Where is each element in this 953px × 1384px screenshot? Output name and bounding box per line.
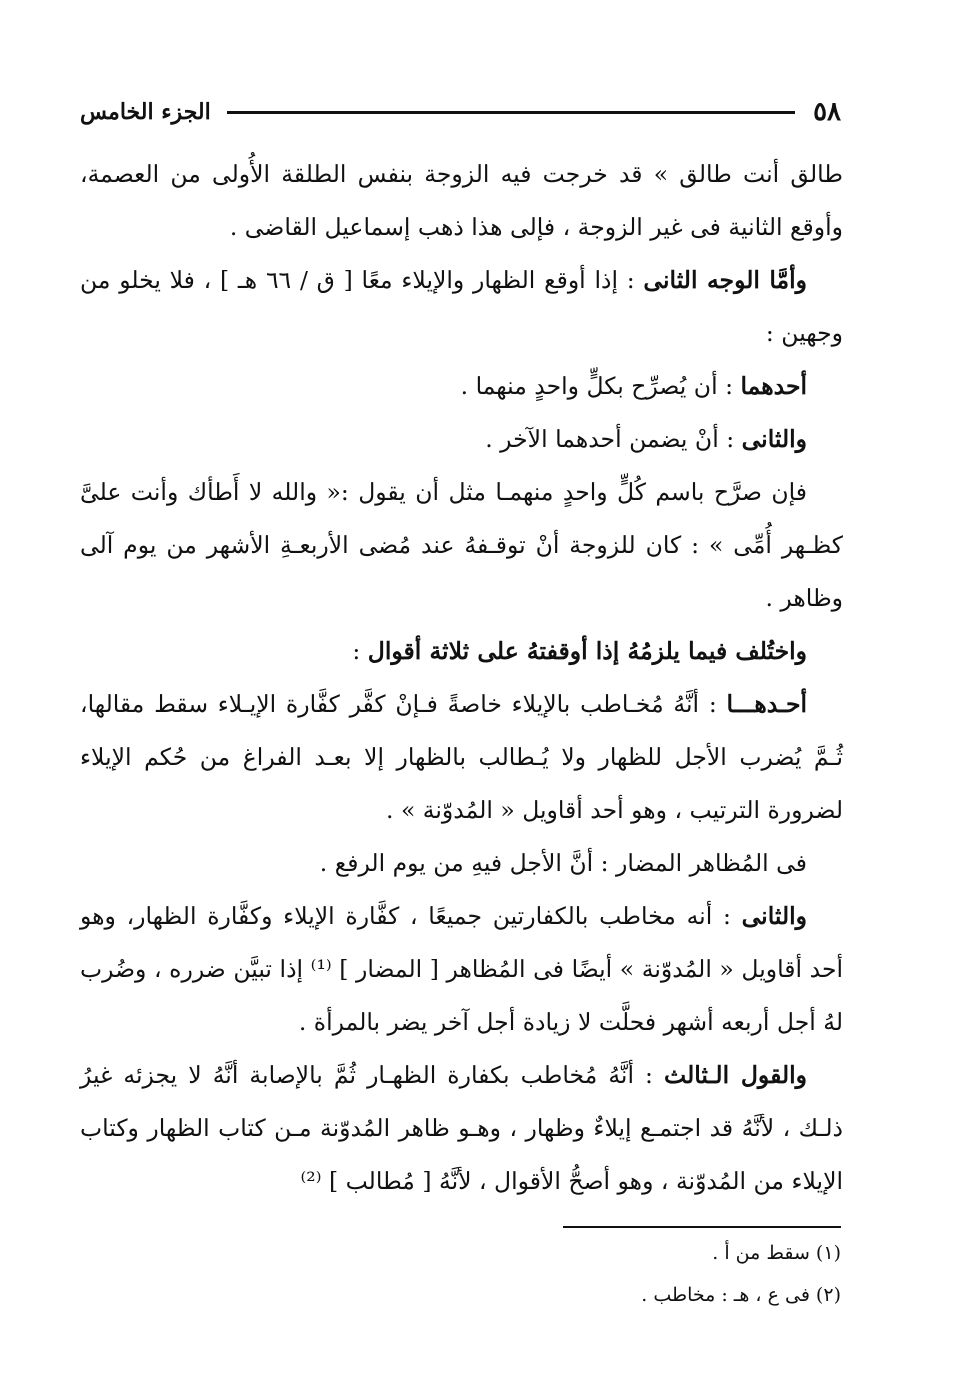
paragraph-text: فإن صرَّح باسم كُلٍّ واحدٍ منهمـا مثل أن يقول :« والله لا أَطأك وأنت علىَّ كظـهر أُمِّى » : كان للزوجة أنْ توقـفهُ عند مُضى الأربعـةِ الأشهر من يوم آلى وظاهر . [80, 478, 843, 612]
paragraph-lead: والثانى [741, 425, 807, 453]
paragraph-lead: واختُلف فيما يلزمُهُ إذا أوقفتهُ على ثلاثة أقوال [367, 637, 807, 665]
page-header [80, 92, 841, 132]
paragraph-text: : أنه مخاطب بالكفارتين جميعًا ، كفَّارة الإيلاء وكفَّارة الظهار، وهو أحد أقاويل « المُدوّنة » أيضًا فى المُظاهر [ المضار ] ⁽¹⁾ إذا تبيَّن ضرره ، وضُرب لهُ أجل أربعه أشهر فحلَّت لا زيادة أجل آخر يضر بالمرأة . [80, 902, 843, 1036]
running-title: الجزء الخامس [80, 99, 211, 125]
paragraph-text: : أنَّهُ مُخاطب بكفارة الظهـار ثُمَّ بالإصابة أنَّهُ لا يجزئه غيرُ ذلـك ، لأنَّهُ قد اجتمـع إيلاءٌ وظهار ، وهـو ظاهر المُدوّنة مـن كتاب الظهار وكتاب الإيلاء من المُدوّنة ، وهو أصحُّ الأقوال ، لأنَّهُ [ مُطالب ] ⁽²⁾ [80, 1061, 844, 1195]
footnotes [400, 1232, 841, 1316]
paragraph-lead: والقول الـثالث [664, 1061, 807, 1089]
paragraph-text: طالق أنت طالق » قد خرجت فيه الزوجة بنفس الطلقة الأُولى من العصمة، وأوقع الثانية فى غير الزوجة ، فإلى هذا ذهب إسماعيل القاضى . [80, 160, 843, 241]
paragraph-text: : [352, 637, 368, 665]
paragraph [80, 678, 843, 837]
paragraph-text: فى المُظاهر المضار : أنَّ الأجل فيهِ من يوم الرفع . [319, 849, 807, 877]
paragraph [80, 625, 843, 678]
paragraph-lead: أحدهما [740, 372, 807, 400]
paragraph [80, 890, 843, 1049]
paragraph [80, 254, 843, 360]
paragraph-text: : إذا أوقع الظهار والإيلاء معًا [ ق / ٦٦ هـ ] ، فلا يخلو من وجهين : [80, 266, 843, 347]
paragraph-text: : أنْ يضمن أحدهما الآخر . [485, 425, 742, 453]
paragraph-lead: أحـدهـــا [726, 690, 807, 718]
footnote-rule [563, 1226, 841, 1228]
body-text [80, 148, 843, 1208]
paragraph-text: : أنَّهُ مُخـاطب بالإيلاء خاصةً فـإنْ كفَّر كفَّارة الإيـلاء سقط مقالها، ثُـمَّ يُضرب الأجل للظهار ولا يُـطالب بالظهار إلا بعـد الفراغ من حُكم الإيلاء لضرورة الترتيب ، وهو أحد أقاويل « المُدوّنة » . [80, 690, 843, 824]
paragraph [80, 360, 843, 413]
paragraph-lead: وأمَّا الوجه الثانى [643, 266, 807, 294]
paragraph-text: : أن يُصرِّح بكلٍّ واحدٍ منهما . [460, 372, 741, 400]
paragraph [80, 413, 843, 466]
footnote: (٢) فى ع ، هـ : مخاطب . [641, 1284, 841, 1306]
paragraph [80, 466, 843, 625]
page-number: ٥٨ [813, 97, 841, 127]
paragraph [80, 837, 843, 890]
footnote: (١) سقط من أ . [712, 1242, 841, 1264]
paragraph [80, 148, 843, 254]
paragraph [80, 1049, 843, 1208]
header-rule [227, 111, 795, 114]
paragraph-lead: والثانى [741, 902, 807, 930]
